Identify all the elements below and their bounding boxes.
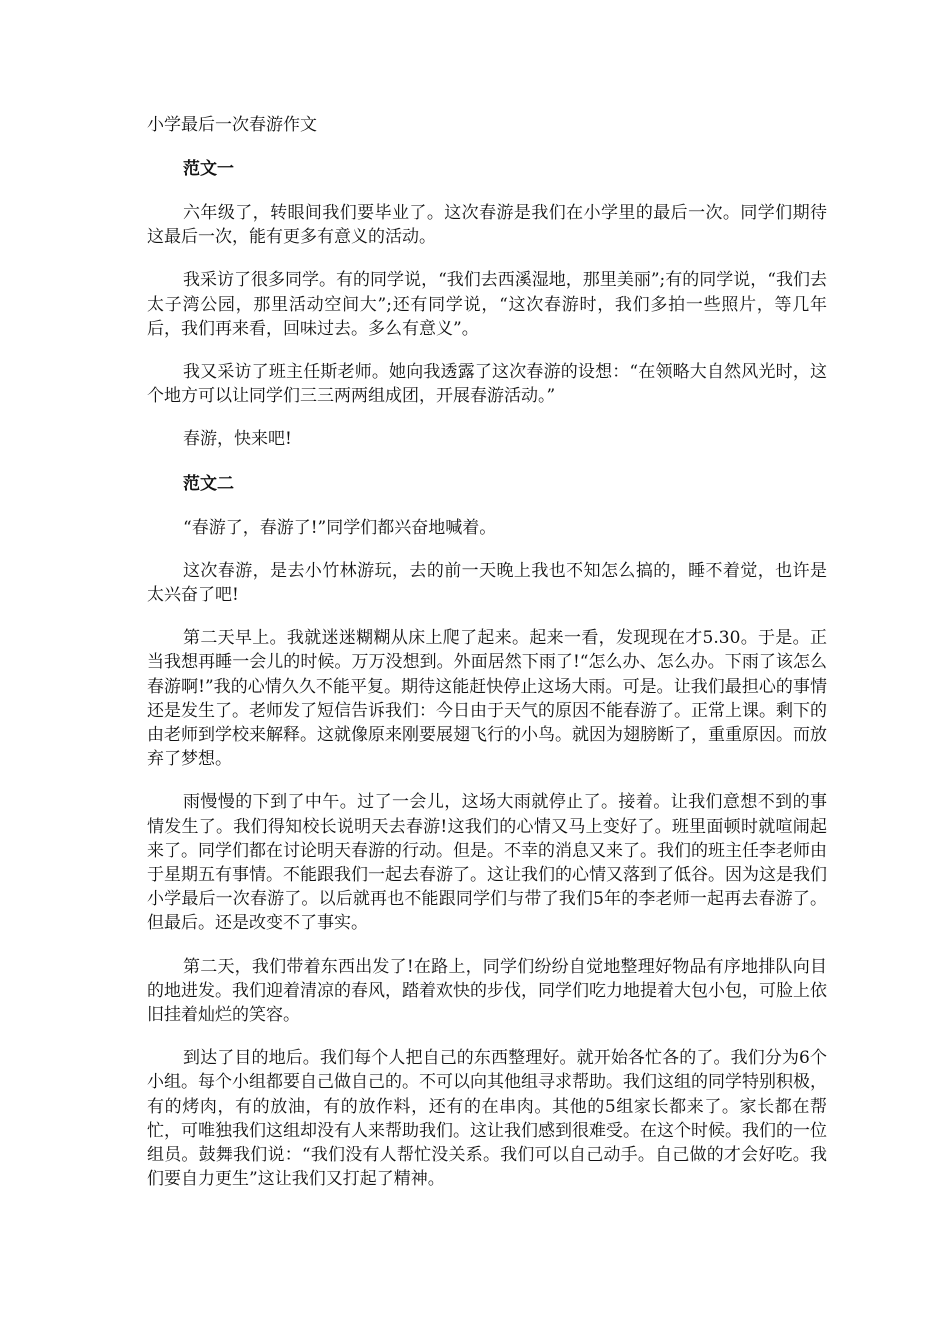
- paragraph: 我采访了很多同学。有的同学说，“我们去西溪湿地，那里美丽”;有的同学说，“我们去太子湾公园，那里活动空间大”;还有同学说，“这次春游时，我们多拍一些照片，等几年后，我们再来看，回味过去。多么有意义”。: [147, 270, 827, 339]
- paragraph: 第二天，我们带着东西出发了!在路上，同学们纷纷自觉地整理好物品有序地排队向目的地进发。我们迎着清凉的春风，踏着欢快的步伐，同学们吃力地提着大包小包，可脸上依旧挂着灿烂的笑容。: [147, 956, 827, 1026]
- paragraph: 春游，快来吧!: [183, 429, 292, 450]
- paragraph: 这次春游，是去小竹林游玩，去的前一天晚上我也不知怎么搞的，睡不着觉，也许是太兴奋了吧!: [147, 560, 827, 606]
- paragraph: 雨慢慢的下到了中午。过了一会儿，这场大雨就停止了。接着。让我们意想不到的事情发生了。我们得知校长说明天去春游!这我们的心情又马上变好了。班里面顿时就喧闹起来了。同学们都在讨论明天春游的行动。但是。不幸的消息又来了。我们的班主任李老师由于星期五有事情。不能跟我们一起去春游了。这让我们的心情又落到了低谷。因为这是我们小学最后一次春游了。以后就再也不能跟同学们与带了我们5年的李老师一起再去春游了。但最后。还是改变不了事实。: [147, 792, 827, 934]
- document-page: [147, 112, 827, 1211]
- section-heading-2: 范文二: [183, 473, 234, 494]
- paragraph: “春游了，春游了!”同学们都兴奋地喊着。: [183, 517, 497, 538]
- section-heading-1: 范文一: [183, 159, 234, 179]
- paragraph: 六年级了，转眼间我们要毕业了。这次春游是我们在小学里的最后一次。同学们期待这最后一次，能有更多有意义的活动。: [147, 203, 827, 248]
- paragraph: 我又采访了班主任斯老师。她向我透露了这次春游的设想：“在领略大自然风光时，这个地方可以让同学们三三两两组成团，开展春游活动。”: [147, 362, 827, 407]
- paragraph: 第二天早上。我就迷迷糊糊从床上爬了起来。起来一看，发现现在才5.30。于是。正当我想再睡一会儿的时候。万万没想到。外面居然下雨了!“怎么办、怎么办。下雨了该怎么春游啊!”我的心情久久不能平复。期待这能赶快停止这场大雨。可是。让我们最担心的事情还是发生了。老师发了短信告诉我们：今日由于天气的原因不能春游了。正常上课。剩下的由老师到学校来解释。这就像原来刚要展翅飞行的小鸟。就因为翅膀断了，重重原因。而放弃了梦想。: [147, 628, 827, 770]
- document-title: 小学最后一次春游作文: [147, 115, 317, 135]
- paragraph: 到达了目的地后。我们每个人把自己的东西整理好。就开始各忙各的了。我们分为6个小组。每个小组都要自己做自己的。不可以向其他组寻求帮助。我们这组的同学特别积极，有的烤肉，有的放油，有的放作料，还有的在串肉。其他的5组家长都来了。家长都在帮忙，可唯独我们这组却没有人来帮助我们。这让我们感到很难受。在这个时候。我们的一位组员。鼓舞我们说：“我们没有人帮忙没关系。我们可以自己动手。自己做的才会好吃。我们要自力更生”这让我们又打起了精神。: [147, 1048, 827, 1190]
